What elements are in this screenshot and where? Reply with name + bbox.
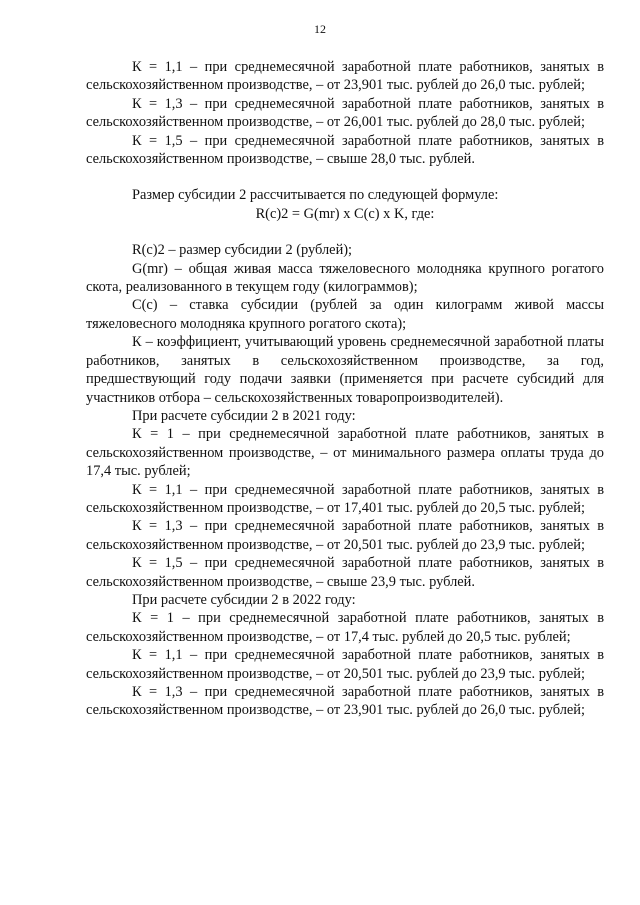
paragraph-k-1-5: К = 1,5 – при среднемесячной заработной плате работников, занятых в сельскохозяйственном производстве, – свыше 28,0 тыс. рублей. [86,132,604,168]
formula: R(c)2 = G(mr) x C(c) x K, где: [255,205,435,222]
definition-g: G(mr) – общая живая масса тяжеловесного молодняка крупного рогатого скота, реализованного в текущем году (килограммов); [86,260,604,296]
definition-k: К – коэффициент, учитывающий уровень среднемесячной заработной платы работников, занятых в сельскохозяйственном производстве, за год, предшествующий году подачи заявки (применяется при расчете субсидий для участников отбора – сельскохозяйственных товаропроизводителей). [86,334,604,406]
item-2021-k-1-1: К = 1,1 – при среднемесячной заработной плате работников, занятых в сельскохозяйственном производстве, – от 17,401 тыс. рублей до 20,5 тыс. рублей; [86,481,604,516]
item-2022-k-1: К = 1 – при среднемесячной заработной плате работников, занятых в сельскохозяйственном производстве, – от 17,4 тыс. рублей до 20,5 тыс. рублей; [86,610,604,645]
definition-r: R(c)2 – размер субсидии 2 (рублей); [132,242,353,259]
item-2022-k-1-1: К = 1,1 – при среднемесячной заработной плате работников, занятых в сельскохозяйственном производстве, – от 20,501 тыс. рублей до 23,9 тыс. рублей; [86,647,604,682]
item-2021-k-1-3: К = 1,3 – при среднемесячной заработной плате работников, занятых в сельскохозяйственном производстве, – от 20,501 тыс. рублей до 23,9 тыс. рублей; [86,518,604,553]
page-content [86,58,604,720]
item-2022-k-1-3: К = 1,3 – при среднемесячной заработной плате работников, занятых в сельскохозяйственном производстве, – от 23,901 тыс. рублей до 26,0 тыс. рублей; [86,684,604,719]
definition-c: C(c) – ставка субсидии (рублей за один килограмм живой массы тяжеловесного молодняка крупного рогатого скота); [86,297,604,332]
formula-intro: Размер субсидии 2 рассчитывается по следующей формуле: [132,187,499,204]
paragraph-k-1-1: К = 1,1 – при среднемесячной заработной плате работников, занятых в сельскохозяйственном производстве, – от 23,901 тыс. рублей до 26,0 тыс. рублей; [86,59,604,94]
page-number: 12 [314,22,326,36]
item-2021-k-1: К = 1 – при среднемесячной заработной плате работников, занятых в сельскохозяйственном производстве, – от минимального размера оплаты труда до 17,4 тыс. рублей; [86,426,604,480]
heading-2021: При расчете субсидии 2 в 2021 году: [132,407,356,424]
heading-2022: При расчете субсидии 2 в 2022 году: [132,591,356,608]
paragraph-k-1-3: К = 1,3 – при среднемесячной заработной плате работников, занятых в сельскохозяйственном производстве, – от 26,001 тыс. рублей до 28,0 тыс. рублей; [86,95,604,131]
item-2021-k-1-5: К = 1,5 – при среднемесячной заработной плате работников, занятых в сельскохозяйственном производстве, – свыше 23,9 тыс. рублей. [86,555,604,590]
